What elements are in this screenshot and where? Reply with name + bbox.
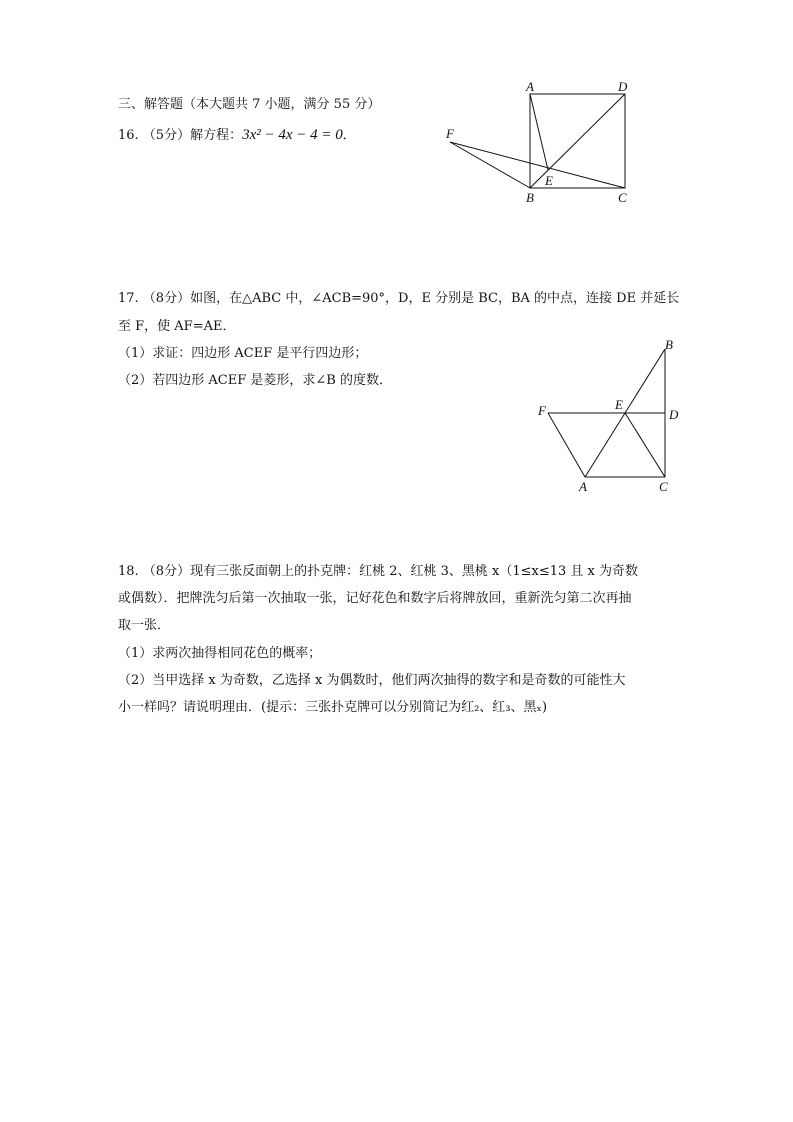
q16-equation: 3x² − 4x − 4 = 0: [242, 127, 343, 143]
label-e: E: [615, 397, 623, 412]
label-d: D: [618, 79, 628, 94]
label-b: B: [665, 337, 673, 352]
q17-part2: （2）若四边形 ACEF 是菱形，求∠B 的度数．: [118, 373, 392, 388]
segment-ec: [625, 413, 665, 477]
q16-label: 16. （5分）解方程：: [118, 128, 243, 143]
label-e: E: [545, 173, 553, 188]
segment-ae: [530, 94, 548, 170]
q18-line3: 取一张．: [118, 618, 171, 633]
label-b: B: [526, 190, 534, 205]
q18-line2: 或偶数）．把牌洗匀后第一次抽取一张，记好花色和数字后将牌放回，重新洗匀第二次再抽: [118, 591, 632, 606]
q18-part1: （1）求两次抽得相同花色的概率；: [118, 646, 322, 661]
section-title: 三、解答题（本大题共 7 小题，满分 55 分）: [118, 97, 381, 112]
q18-part2: （2）当甲选择 x 为奇数，乙选择 x 为偶数时，他们两次抽得的数字和是奇数的可能性大: [118, 673, 626, 688]
question-16: [118, 126, 356, 145]
figure-16: [440, 76, 640, 210]
segment-fb: [450, 142, 530, 188]
segment-fa: [548, 413, 585, 477]
label-c: C: [618, 190, 627, 205]
q17-line2: 至 F，使 AF=AE．: [118, 319, 236, 334]
q17-line1: 17. （8分）如图，在△ABC 中，∠ACB=90°，D，E 分别是 BC，BA 的中点，连接 DE 并延长: [118, 291, 680, 306]
q18-part3: 小一样吗？请说明理由．(提示：三张扑克牌可以分别简记为红₂、红₃、黑ₓ): [118, 700, 548, 715]
label-f: F: [538, 403, 546, 418]
q18-line1: 18. （8分）现有三张反面朝上的扑克牌：红桃 2、红桃 3、黑桃 x（1≤x≤13 且 x 为奇数: [118, 564, 639, 579]
q16-end: ．: [342, 128, 356, 143]
q17-part1: （1）求证：四边形 ACEF 是平行四边形；: [118, 346, 368, 361]
label-c: C: [659, 479, 668, 494]
figure-17: [535, 335, 685, 495]
label-f: F: [446, 126, 454, 141]
label-d: D: [669, 407, 679, 422]
label-a: A: [579, 479, 587, 494]
label-a: A: [526, 79, 534, 94]
